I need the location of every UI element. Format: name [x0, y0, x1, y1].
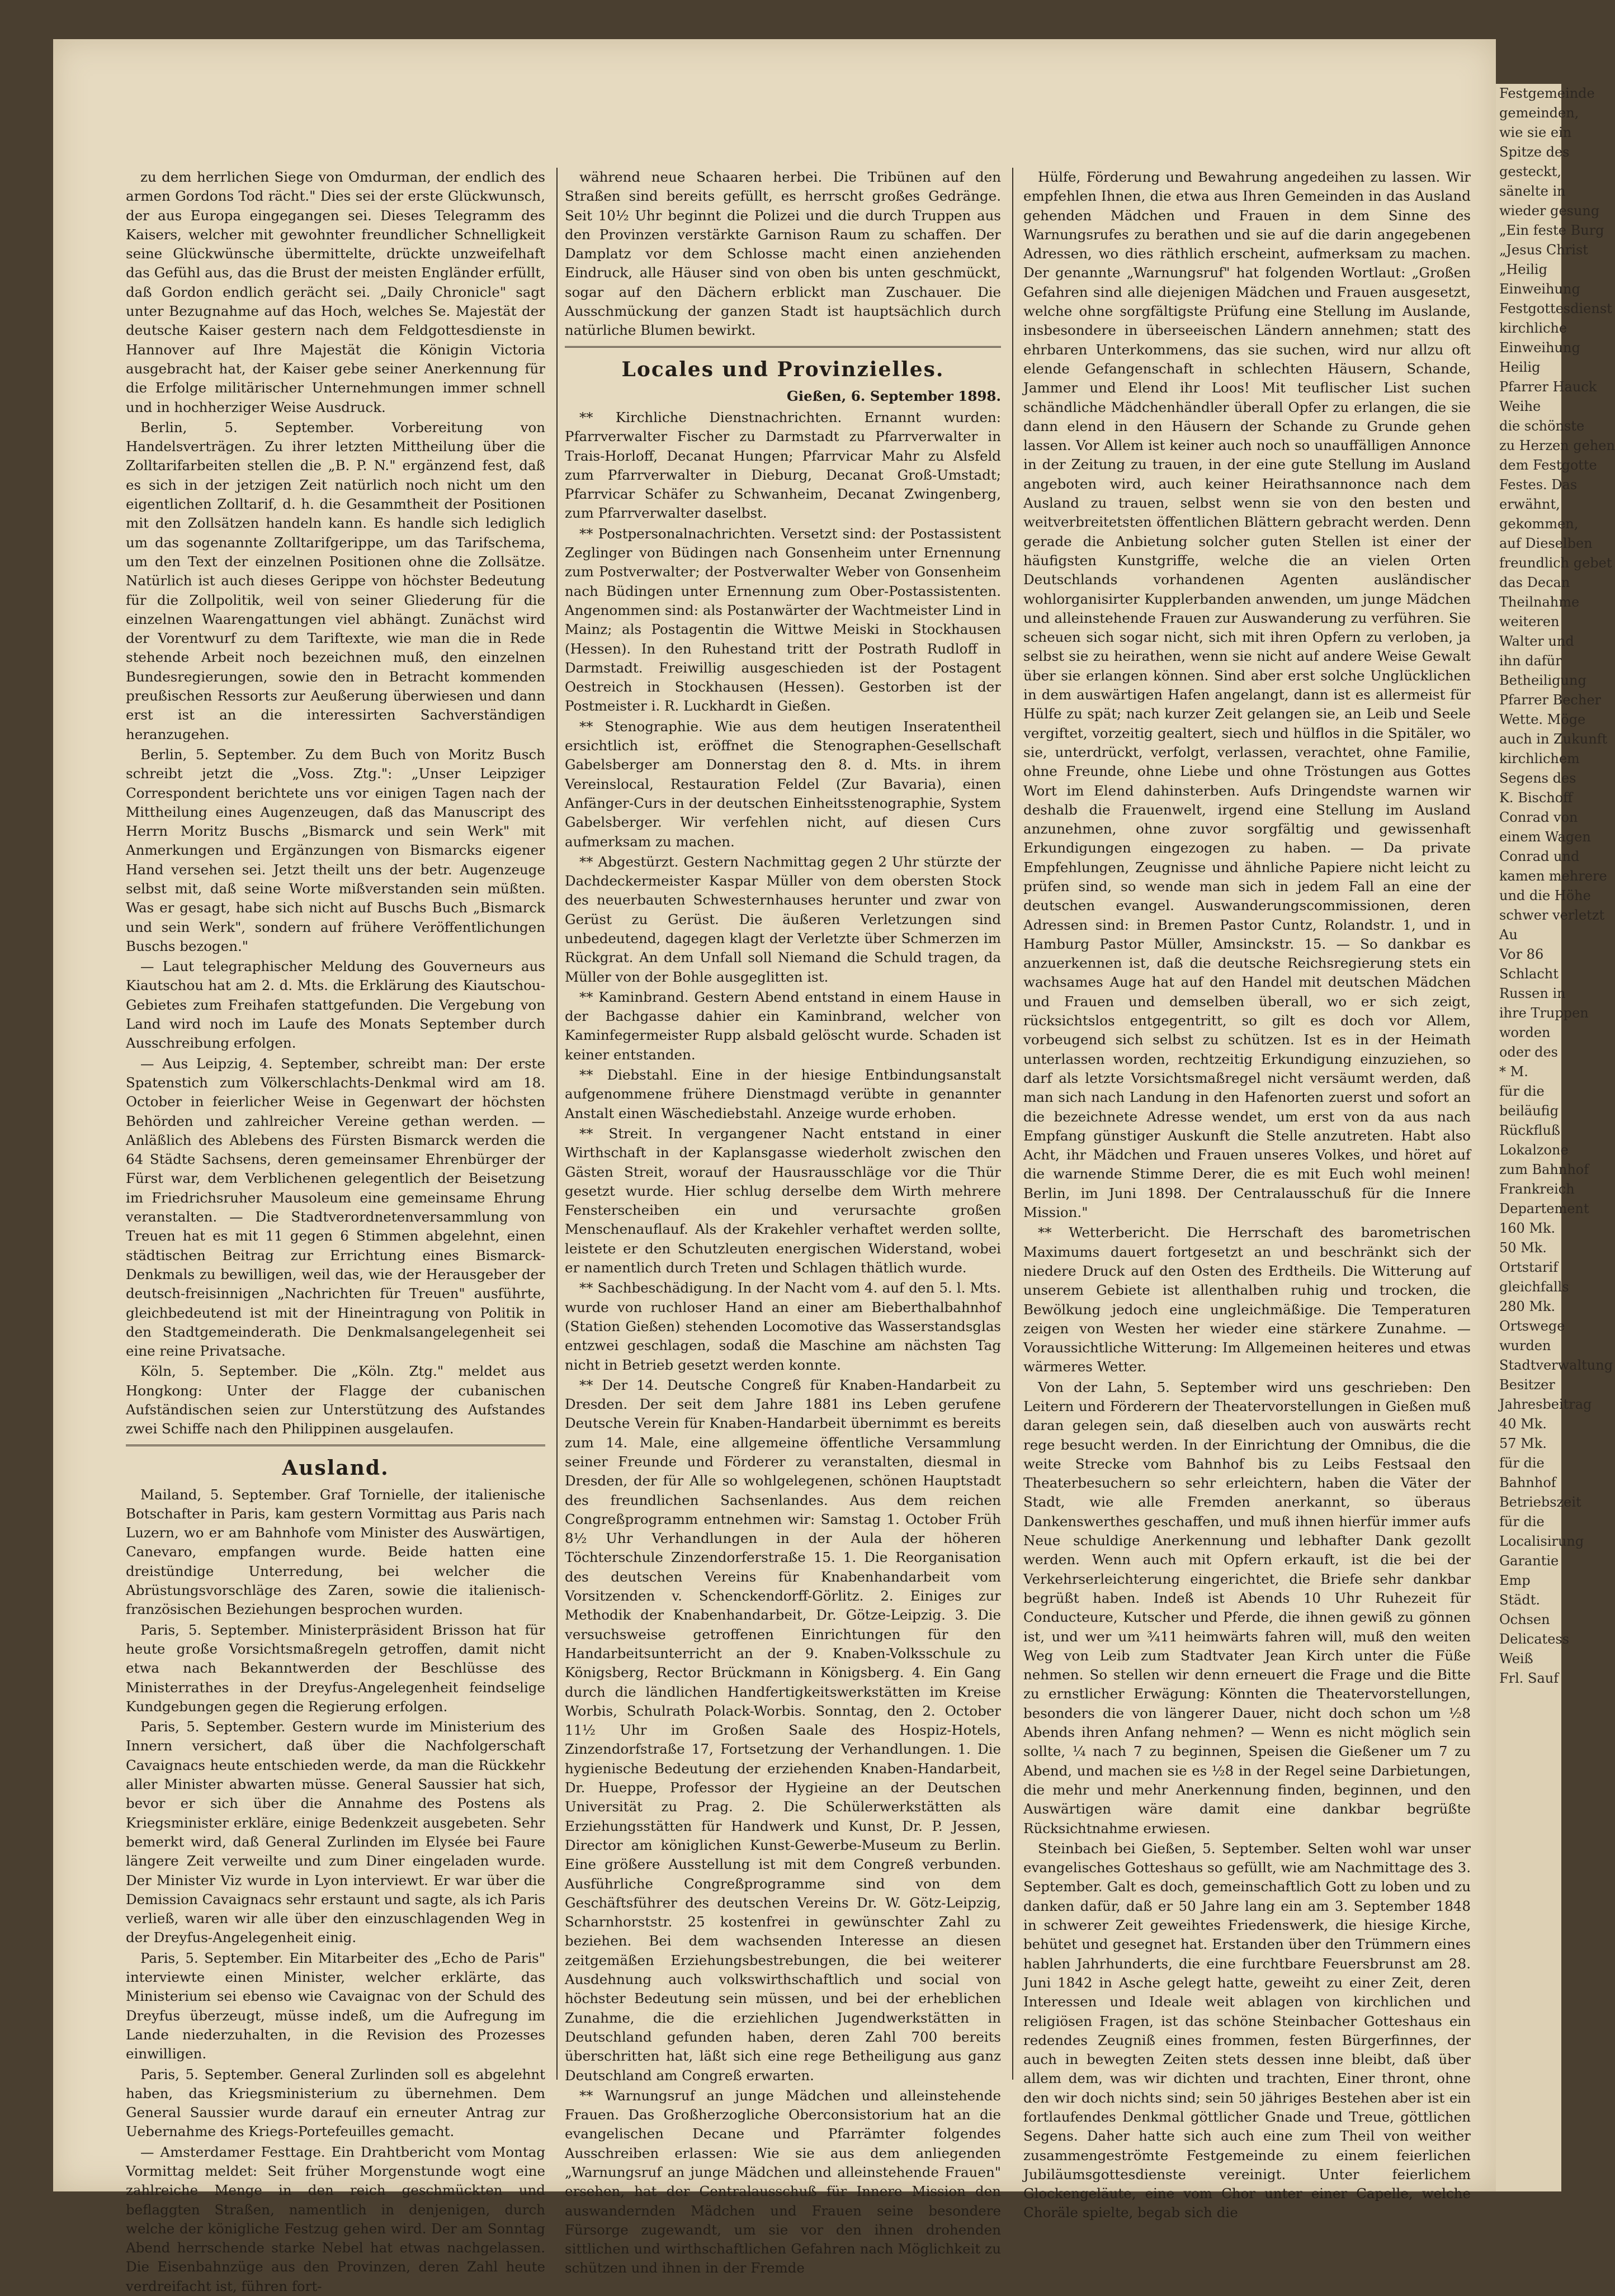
edge-text-line: Besitzer	[1499, 1377, 1555, 1393]
edge-text-line: Ortstarif	[1499, 1260, 1559, 1275]
edge-text-line: Wette. Möge	[1499, 712, 1586, 727]
section-divider	[126, 1445, 545, 1446]
article-paragraph: ** Sachbeschädigung. In der Nacht vom 4. auf den 5. l. Mts. wurde von ruchloser Hand an einer am Bieberthalbahnhof (Station Gießen) stehenden Locomotive das Wasserstandsglas entzwei geschlagen, sodaß die Maschine am nächsten Tag nicht in Betrieb gesetzt werden konnte.	[565, 1280, 1001, 1373]
article-paragraph: ** Streit. In vergangener Nacht entstand in einer Wirthschaft in der Kaplansgasse wiederholt zwischen den Gästen Streit, worauf der Hausrausschläge vor die Thür gesetzt wurde. Hier schlug derselbe dem Wirth mehrere Fensterscheiben ein und verursachte großen Menschenauflauf. Als der Krakehler verhaftet werden sollte, leistete er den Schutzleuten energischen Widerstand, wobei er namentlich durch Treten und Schlagen thätlich wurde.	[565, 1125, 1001, 1276]
edge-text-line: Einweihung	[1499, 281, 1580, 297]
edge-text-line: freundlich gebet	[1499, 555, 1612, 571]
edge-text-line: Ortswege	[1499, 1318, 1565, 1334]
edge-text-line: die schönste	[1499, 418, 1585, 434]
edge-text-line: Betheiligung	[1499, 673, 1586, 688]
column-rule	[556, 168, 558, 2080]
edge-text-line: auch in Zukunft	[1499, 731, 1608, 747]
edge-text-line: Schlacht	[1499, 966, 1559, 982]
article-paragraph: — Amsterdamer Festtage. Ein Drahtbericht vom Montag Vormittag meldet: Seit früher Morgenstunde wogt eine zahlreiche Menge in den reich geschmückten und beflaggten Straßen, namentlich in denjenigen, durch welche der königliche Festzug gehen wird. Der am Sonntag Abend herrschende starke Nebel hat etwas nachgelassen. Die Eisenbahnzüge aus den Provinzen, deren Zahl heute verdreifacht ist, führen fort-	[126, 2143, 545, 2294]
article-paragraph: während neue Schaaren herbei. Die Tribünen auf den Straßen sind bereits gefüllt, es herrscht großes Gedränge. Seit 10½ Uhr beginnt die Polizei und die durch Truppen aus den Provinzen verstärkte Garnison Raum zu schaffen. Der Damplatz vor dem Schlosse macht einen anziehenden Eindruck, alle Häuser sind von oben bis unten geschmückt, sogar auf den Dächern erblickt man Zuschauer. Die Ausschmückung der ganzen Stadt ist hauptsächlich durch natürliche Blumen bewirkt.	[565, 169, 1001, 339]
edge-text-line: schwer verletzt	[1499, 907, 1605, 923]
edge-text-line: für die	[1499, 1083, 1545, 1099]
edge-text-line: Lokalzone	[1499, 1142, 1569, 1158]
article-paragraph: ** Wetterbericht. Die Herrschaft des barometrischen Maximums dauert fortgesetzt an und beschränkt sich der niedere Druck auf den Osten des Erdtheils. Die Witterung auf unserem Gebiete ist allenthalben ruhig und trocken, die Bewölkung jedoch eine ungleichmäßige. Die Temperaturen zeigen von Westen her wieder eine stärkere Zunahme. — Voraussichtliche Witterung: Im Allgemeinen heiteres und etwas wärmeres Wetter.	[1023, 1224, 1471, 1375]
edge-text-line: sänelte in	[1499, 183, 1566, 199]
article-paragraph: ** Diebstahl. Eine in der hiesige Entbindungsanstalt aufgenommene frühere Dienstmagd verübte in genannter Anstalt einen Wäschediebstahl. Anzeige wurde erhoben.	[565, 1067, 1001, 1121]
edge-text-line: Frl. Sauf	[1499, 1670, 1559, 1686]
article-paragraph: Hülfe, Förderung und Bewahrung angedeihen zu lassen. Wir empfehlen Ihnen, die etwa aus Ihren Gemeinden in das Ausland gehenden Mädchen und Frauen in dem Sinne des Warnungsrufes zu berathen und sie auf die darin angegebenen Adressen, wo dies räthlich erscheint, aufmerksam zu machen. Der genannte „Warnungsruf" hat folgenden Wortlaut: „Großen Gefahren sind alle diejenigen Mädchen und Frauen ausgesetzt, welche ohne sorgfältigste Prüfung eine Stellung im Auslande, insbesondere in überseeischen Ländern annehmen; statt des ehrbaren Unterkommens, das sie suchen, wird nur allzu oft elende Gefangenschaft in schlechten Häusern, Schande, Jammer und Elend ihr Loos! Mit teuflischer List suchen schändliche Mädchenhändler überall Opfer zu erlangen, die sie dann elend in den Häusern der Schande zu Grunde gehen lassen. Vor Allem ist keiner auch noch so unauffälligen Annonce in der Zeitung zu trauen, in der eine gute Stellung im Ausland angeboten wird, auch keiner Heirathsannonce nach dem Ausland zu trauen, selbst wenn sie von den besten und weitverbreitetsten öffentlichen Blättern gebracht werden. Denn gerade die Anbietung solcher guten Stellen ist einer der häufigsten Kunstgriffe, welche die an vielen Orten Deutschlands vorhandenen Agenten ausländischer wohlorganisirter Kupplerbanden anwenden, um junge Mädchen und alleinstehende Frauen zur Auswanderung zu verführen. Sie scheuen sich sogar nicht, sich mit ihren Opfern zu verloben, ja selbst sie zu heirathen, wenn sie nicht auf andere Weise Gewalt über sie erlangen können. Sind aber erst solche Unglücklichen in dem auswärtigen Hafen angelangt, dann ist es allermeist für Hülfe zu spät; nach kurzer Zeit gelangen sie, an Leib und Seele vergiftet, vorzeitig gealtert, siech und hülflos in die Spitäler, wo sie, unterdrückt, verfolgt, verlassen, verachtet, ohne Familie, ohne Freunde, ohne Liebe und ohne Tröstungen aus Gottes Wort im Elend dahinsterben. Aufs Dringendste warnen wir deshalb die Frauenwelt, irgend eine Stellung im Ausland anzunehmen, ohne zuvor sorgfältig und gewissenhaft Erkundigungen eingezogen zu haben. — Da private Empfehlungen, Zeugnisse und ähnliche Papiere nicht leicht zu prüfen sind, so wende man sich in jedem Fall an eine der deutschen evangel. Auswanderungscommissionen, deren Adressen sind: in Bremen Pastor Cuntz, Rolandstr. 1, und in Hamburg Pastor Müller, Amsinckstr. 15. — So dankbar es anzuerkennen ist, daß die deutsche Reichsregierung stets ein wachsames Auge hat auf den Handel mit deutschen Mädchen und Frauen und demselben überall, wo er sich zeigt, rücksichtslos entgegentritt, so gilt es doch vor Allem, vorbeugend sich selbst zu schützen. Ist es in der Heimath unterlassen worden, rechtzeitig Erkundigung einzuziehen, so darf als letzte Vorsichtsmaßregel nicht versäumt werden, daß man sich nach Landung in den Hafenorten zuerst und sofort an die bezeichnete Adresse wendet, um erst von da aus nach Empfang günstiger Auskunft die Stelle anzutreten. Habt also Acht, ihr Mädchen und Frauen unseres Volkes, und höret auf die warnende Stimme Derer, die es mit Euch wohl meinen! Berlin, im Juni 1898. Der Centralausschuß für die Innere Mission."	[1023, 169, 1471, 1221]
article-paragraph: Paris, 5. September. General Zurlinden soll es abgelehnt haben, das Kriegsministerium zu übernehmen. Dem General Saussier wurde darauf ein erneuter Antrag zur Uebernahme des Kriegs-Portefeuilles gemacht.	[126, 2066, 545, 2140]
edge-text-line: ihre Truppen	[1499, 1005, 1589, 1021]
edge-text-line: Pfarrer Hauck	[1499, 379, 1597, 395]
edge-text-line: 50 Mk.	[1499, 1240, 1547, 1256]
edge-text-line: Betriebszeit	[1499, 1494, 1581, 1510]
article-paragraph: ** Kirchliche Dienstnachrichten. Ernannt wurden: Pfarrverwalter Fischer zu Darmstadt zu Pfarrverwalter in Trais-Horloff, Decanat Hungen; Pfarrvicar Mahr zu Alsfeld zum Pfarrverwalter in Dieburg, Decanat Groß-Umstadt; Pfarrvicar Schäfer zu Schwanheim, Decanat Zwingenberg, zum Pfarrverwalter daselbst.	[565, 409, 1001, 522]
edge-text-line: * M.	[1499, 1064, 1528, 1080]
article-paragraph: — Laut telegraphischer Meldung des Gouverneurs aus Kiautschou hat am 2. d. Mts. die Erklärung des Kiautschou-Gebietes zum Freihafen stattgefunden. Die Vergebung von Land wird noch im Laufe des Monats September durch Ausschreibung erfolgen.	[126, 958, 545, 1052]
article-paragraph: ** Warnungsruf an junge Mädchen und alleinstehende Frauen. Das Großherzogliche Oberconsistorium hat an die evangelischen Decane und Pfarrämter folgendes Ausschreiben erlassen: Wie sie aus dem anliegenden „Warnungsruf an junge Mädchen und alleinstehende Frauen" ersehen, hat der Centralausschuß für Innere Mission den auswandernden Mädchen und Frauen seine besondere Fürsorge zugewandt, um sie vor den ihnen drohenden sittlichen und wirthschaftlichen Gefahren nach Möglichkeit zu schützen und ihnen in der Fremde	[565, 2087, 1001, 2276]
edge-text-line: „Heilig	[1499, 262, 1547, 277]
edge-text-line: 160 Mk.	[1499, 1220, 1556, 1236]
edge-text-line: Spitze des	[1499, 144, 1570, 160]
column-2	[565, 168, 1001, 2276]
article-paragraph: ** Kaminbrand. Gestern Abend entstand in einem Hause in der Bachgasse dahier ein Kaminbrand, welcher von Kaminfegermeister Rupp alsbald gelöscht wurde. Schaden ist keiner entstanden.	[565, 988, 1001, 1063]
edge-text-line: gemeinden,	[1499, 105, 1579, 121]
edge-text-line: Einweihung	[1499, 340, 1580, 356]
edge-text-line: Rückfluß	[1499, 1123, 1561, 1138]
edge-text-line: wieder gesung	[1499, 203, 1600, 219]
edge-text-line: Festgemeinde	[1499, 86, 1595, 101]
edge-text-line: K. Bischoff	[1499, 790, 1573, 806]
article-paragraph: Paris, 5. September. Ein Mitarbeiter des „Echo de Paris" interviewte einen Minister, welcher erklärte, das Ministerium sei ebenso wie Cavaignac von der Schuld des Dreyfus überzeugt, müsse indeß, um die Aufregung im Lande niederzuhalten, in die Revision des Prozesses einwilligen.	[126, 1949, 545, 2062]
edge-text-line: Conrad und	[1499, 849, 1580, 864]
edge-text-line: Weihe	[1499, 399, 1541, 414]
article-paragraph: Von der Lahn, 5. September wird uns geschrieben: Den Leitern und Förderern der Theatervorstellungen in Gießen muß daran gelegen sein, daß dieselben auch von auswärts recht rege besucht werden. In der Einrichtung der Omnibus, die die weite Strecke vom Bahnhof bis zu Leibs Festsaal den Theaterbesuchern so sehr erleichtern, haben die Väter der Stadt, wie alle Fremden anerkannt, so überaus Dankenswerthes geschaffen, und muß ihnen hierfür immer aufs Neue schuldige Anerkennung und lebhafter Dank gezollt werden. Wenn auch mit Opfern erkauft, ist die bei der Verkehrserleichterung eingerichtet, die Briefe sehr dankbar begrüßt haben. Indeß ist Abends 10 Uhr Ruhezeit für Conducteure, Kutscher und Pferde, die ihnen gewiß zu gönnen ist, und wer um ¾11 heimwärts fahren will, muß den weiten Weg von Leib zum Stadtvater Jean Kirch unter die Füße nehmen. So stellen wir denn erneuert die Frage und die Bitte zu ernstlicher Erwägung: Könnten die Theatervorstellungen, besonders die von längerer Dauer, nicht doch schon um ½8 Abends ihren Anfang nehmen? — Wenn es nicht möglich sein sollte, ¼ nach 7 zu beginnen, Speisen die Gießener um 7 zu Abend, und machen sie es ½8 in der Regel seine Darbietungen, die mehr und mehr Anerkennung finden, beginnen, und den Auswärtigen wäre damit eine dankbar begrüßte Rücksichtnahme erwiesen.	[1023, 1379, 1471, 1836]
edge-text-line: Frankreich	[1499, 1181, 1575, 1197]
edge-text-line: zum Bahnhof	[1499, 1162, 1589, 1177]
edge-text-line: Conrad von	[1499, 809, 1578, 825]
edge-text-line: Walter und	[1499, 633, 1574, 649]
edge-text-line: beiläufig	[1499, 1103, 1559, 1119]
edge-text-line: kamen mehrere	[1499, 868, 1607, 884]
edge-text-line: „Jesus Christ	[1499, 242, 1588, 258]
edge-text-line: Vor 86	[1499, 946, 1544, 962]
edge-text-line: 40 Mk.	[1499, 1416, 1547, 1432]
article-paragraph: Berlin, 5. September. Zu dem Buch von Moritz Busch schreibt jetzt die „Voss. Ztg.": „Unser Leipziger Correspondent berichtete uns vor einigen Tagen nach der Mittheilung eines Augenzeugen, daß das Manuscript des Herrn Moritz Buschs „Bismarck und sein Werk" mit Anmerkungen und Ergänzungen von Bismarcks eigener Hand versehen sei. Jetzt theilt uns der betr. Augenzeuge selbst mit, daß seine Worte mißverstanden sein müßten. Was er gesagt, habe sich nicht auf Buschs Buch „Bismarck und sein Werk", sondern auf frühere Veröffentlichungen Buschs bezogen."	[126, 746, 545, 954]
edge-text-line: Pfarrer Becher	[1499, 692, 1602, 708]
edge-text-line: Au	[1499, 927, 1518, 943]
edge-text-line: Festes. Das	[1499, 477, 1578, 493]
article-paragraph: Steinbach bei Gießen, 5. September. Selten wohl war unser evangelisches Gotteshaus so gefüllt, wie am Nachmittage des 3. September. Galt es doch, gemeinschaftlich Gott zu loben und zu danken dafür, daß er 50 Jahre lang ein am 3. September 1848 in schwerer Zeit geweihtes Friedenswerk, die hiesige Kirche, behütet und gesegnet hat. Erstanden über den Trümmern eines hablen Jahrhunderts, die eine furchtbare Feuersbrunst am 28. Juni 1842 in Asche gelegt hatte, geweiht zu einer Zeit, deren Interessen und Ideale weit ablagen von kirchlichen und religiösen Fragen, ist das schöne Steinbacher Gotteshaus ein redendes Zeugniß eines frommen, festen Bürgerfinnes, der auch in bewegten Zeiten stets dessen inne bleibt, daß über allem dem, was wir dichten und trachten, Einer thront, ohne den wir doch nichts sind; sein 50 jähriges Bestehen aber ist ein fortlaufendes Denkmal göttlicher Gnade und Treue, göttlichen Segens. Daher hatte sich auch eine zum Theil von weither zusammengeströmte Festgemeinde zu einem feierlichen Jubiläumsgottesdienste vereinigt. Unter feierlichem Glockengeläute, eine vom Chor unter einer Capelle, welche Choräle spielte, begab sich die	[1023, 1840, 1471, 2221]
article-paragraph: Köln, 5. September. Die „Köln. Ztg." meldet aus Hongkong: Unter der Flagge der cubanischen Aufständischen seien zur Unterstützung des Aufstandes zwei Schiffe nach den Philippinen ausgelaufen.	[126, 1363, 545, 1437]
dateline: Gießen, 6. September 1898.	[786, 387, 1001, 404]
article-paragraph: zu dem herrlichen Siege von Omdurman, der endlich des armen Gordons Tod rächt." Dies sei der erste Glückwunsch, der aus Europa eingegangen sei. Dieses Telegramm des Kaisers, welcher mit gewohnter freundlicher Schnelligkeit seine Glückwünsche übermittelte, drückte unzweifelhaft das Gefühl aus, das die Brust der meisten Engländer erfüllt, daß Gordon endlich gerächt sei. „Daily Chronicle" sagt unter Bezugnahme auf das Hoch, welches Se. Majestät der deutsche Kaiser gestern nach dem Feldgottesdienste in Hannover auf Ihre Majestät die Königin Victoria ausgebracht hat, der Kaiser gebe seiner Anerkennung für die Erfolge militärischer Unternehmungen immer schnell und in hochherziger Weise Ausdruck.	[126, 169, 545, 415]
edge-text-line: Delicatess	[1499, 1631, 1570, 1647]
edge-text-line: Jahresbeitrag	[1499, 1396, 1592, 1412]
edge-text-line: Garantie	[1499, 1553, 1559, 1569]
edge-text-line: Heilig	[1499, 359, 1541, 375]
edge-text-line: wurden	[1499, 1338, 1551, 1353]
column-3	[1023, 168, 1471, 2221]
adjacent-page-edge	[1496, 84, 1615, 2191]
edge-text-line: einem Wagen	[1499, 829, 1591, 845]
edge-text-line: zu Herzen gehen	[1499, 438, 1615, 453]
edge-text-line: dem Festgotte	[1499, 457, 1597, 473]
edge-text-line: kirchliche	[1499, 320, 1567, 336]
edge-text-line: Segens des	[1499, 770, 1576, 786]
edge-text-line: Festgottesdienst	[1499, 301, 1612, 316]
edge-text-line: Bahnhof	[1499, 1475, 1556, 1490]
edge-text-line: gesteckt,	[1499, 164, 1561, 179]
edge-text-line: gleichfalls	[1499, 1279, 1569, 1295]
ausland-heading: Ausland.	[282, 1456, 389, 1480]
edge-text-line: Russen in	[1499, 986, 1566, 1001]
edge-text-line: Ochsen	[1499, 1612, 1550, 1627]
locales-heading: Locales und Provinzielles.	[621, 357, 945, 381]
article-paragraph: Paris, 5. September. Ministerpräsident Brisson hat für heute große Vorsichtsmaßregeln getroffen, damit nicht etwa nach Bekanntwerden der Beschlüsse des Ministerrathes in der Dreyfus-Angelegenheit feindselige Kundgebungen gegen die Regierung erfolgen.	[126, 1621, 545, 1715]
edge-text-line: worden	[1499, 1025, 1551, 1040]
edge-text-line: für die	[1499, 1455, 1545, 1471]
edge-text-line: Städt.	[1499, 1592, 1541, 1608]
edge-text-line: erwähnt,	[1499, 496, 1560, 512]
edge-text-line: und die Höhe	[1499, 888, 1591, 903]
edge-text-line: das Decan	[1499, 575, 1570, 590]
edge-text-line: wie sie ein	[1499, 125, 1572, 140]
edge-text-line: Weiß	[1499, 1651, 1533, 1667]
article-paragraph: — Aus Leipzig, 4. September, schreibt man: Der erste Spatenstich zum Völkerschlachts-Denkmal wird am 18. October in feierlicher Weise in Gegenwart der höchsten Behörden und zahlreicher Vereine gethan werden. — Anläßlich des Ablebens des Fürsten Bismarck werden die 64 Städte Sachsens, deren gemeinsamer Ehrenbürger der Fürst war, dem Verblichenen gelegentlich der Beisetzung im Friedrichsruher Mausoleum eine gemeinsame Ehrung veranstalten. — Die Stadtverordnetenversammlung von Treuen hat es mit 11 gegen 6 Stimmen abgelehnt, einen städtischen Beitrag zur Errichtung eines Bismarck-Denkmals zu bewilligen, weil das, wie der Herausgeber der deutsch-freisinnigen „Nachrichten für Treuen" ausführte, gleichbedeutend ist mit der Hineintragung von Politik in den Stadtgemeinderath. Die Denkmalsangelegenheit sei eine reine Privatsache.	[126, 1055, 545, 1360]
edge-text-line: Theilnahme	[1499, 594, 1580, 610]
edge-text-line: kirchlichem	[1499, 751, 1580, 766]
section-divider	[565, 346, 1001, 348]
edge-text-line: Stadtverwaltung	[1499, 1357, 1613, 1373]
edge-text-line: Emp	[1499, 1573, 1531, 1588]
edge-text-line: „Ein feste Burg	[1499, 223, 1604, 238]
edge-text-line: 57 Mk.	[1499, 1436, 1547, 1451]
edge-text-line: weiteren	[1499, 614, 1560, 629]
article-paragraph: ** Postpersonalnachrichten. Versetzt sind: der Postassistent Zeglinger von Büdingen nach Gonsenheim unter Ernennung zum Postverwalter; der Postverwalter Weber von Gonsenheim nach Büdingen unter Ernennung zum Ober-Postassistenten. Angenommen sind: als Postanwärter der Wachtmeister Lind in Mainz; als Postagentin die Wittwe Meiski in Stockhausen (Hessen). In den Ruhestand tritt der Postrath Rudloff in Darmstadt. Freiwillig ausgeschieden ist der Postagent Oestreich in Stockhausen (Hessen). Gestorben ist der Postmeister i. R. Luckhardt in Gießen.	[565, 525, 1001, 714]
edge-text-line: 280 Mk.	[1499, 1299, 1556, 1314]
column-1	[126, 168, 545, 2294]
edge-text-line: ihn dafür	[1499, 653, 1562, 669]
edge-text-line: auf Dieselben	[1499, 536, 1593, 551]
article-paragraph: ** Der 14. Deutsche Congreß für Knaben-Handarbeit zu Dresden. Der seit dem Jahre 1881 ins Leben gerufene Deutsche Verein für Knaben-Handarbeit übernimmt es bereits zum 14. Male, eine allgemeine öffentliche Versammlung seiner Freunde und Förderer zu veranstalten, diesmal in Dresden, der für Alle so wohlgelegenen, schönen Hauptstadt des freundlichen Sachsenlandes. Aus dem reichen Congreßprogramm entnehmen wir: Samstag 1. October Früh 8½ Uhr Verhandlungen in der Aula der höheren Töchterschule Zinzendorferstraße 15. 1. Die Reorganisation des deutschen Vereins für Knabenhandarbeit vom Vorsitzenden v. Schenckendorff-Görlitz. 2. Einiges zur Methodik der Knabenhandarbeit, Dr. Götze-Leipzig. 3. Die versuchsweise getroffenen Einrichtungen für den Handarbeitsunterricht an der 9. Knaben-Volksschule zu Königsberg, Rector Brückmann in Königsberg. 4. Ein Gang durch die ländlichen Handfertigkeitswerkstätten im Kreise Worbis, Schulrath Polack-Worbis. Sonntag, den 2. October 11½ Uhr im Großen Saale des Hospiz-Hotels, Zinzendorfstraße 17, Fortsetzung der Verhandlungen. 1. Die hygienische Bedeutung der erziehenden Knaben-Handarbeit, Dr. Hueppe, Professor der Hygieine an der Deutschen Universität zu Prag. 2. Die Schülerwerkstätten als Erziehungsstätten für Handwerk und Kunst, Dr. P. Jessen, Director am königlichen Kunst-Gewerbe-Museum zu Berlin. Eine größere Ausstellung ist mit dem Congreß verbunden. Ausführliche Congreßprogramme sind von dem Geschäftsführer des deutschen Vereins Dr. W. Götz-Leipzig, Scharnhorststr. 25 kostenfrei in gewünschter Zahl zu beziehen. Bei dem wachsenden Interesse an diesen zeitgemäßen Erziehungsbestrebungen, die bei weiterer Ausdehnung auch volkswirthschaftlich und social von höchster Bedeutung sein müssen, und bei der erheblichen Zunahme, die die erziehlichen Jugendwerkstätten in Deutschland gefunden haben, deren Zahl 700 bereits überschritten hat, läßt sich eine rege Betheiligung aus ganz Deutschland am Congreß erwarten.	[565, 1376, 1001, 2084]
article-paragraph: ** Abgestürzt. Gestern Nachmittag gegen 2 Uhr stürzte der Dachdeckermeister Kaspar Müller von dem obersten Stock des neuerbauten Schwesternhauses herunter und zwar von Gerüst zu Gerüst. Die äußeren Verletzungen sind unbedeutend, dagegen klagt der Verletzte über Schmerzen im Rückgrat. An dem Unfall soll Niemand die Schuld tragen, da Müller von der Bohle ausgeglitten ist.	[565, 853, 1001, 985]
edge-text-line: gekommen,	[1499, 516, 1579, 532]
edge-text-line: Localisirung	[1499, 1533, 1584, 1549]
article-paragraph: Berlin, 5. September. Vorbereitung von Handelsverträgen. Zu ihrer letzten Mittheilung über die Zolltarifarbeiten stellen die „B. P. N." ergänzend fest, daß es sich in der jetzigen Zeit natürlich noch nicht um den eigentlichen Zolltarif, d. h. die Gesammtheit der Positionen mit den Zollsätzen handeln kann. Es handle sich lediglich um das sogenannte Zolltarifgerippe, um das Tarifschema, um den Text der einzelnen Positionen ohne die Zollsätze. Natürlich ist auch dieses Gerippe von höchster Bedeutung für die Zollpolitik, weil von seiner Gliederung für die einzelnen Waarengattungen viel abhängt. Zunächst wird der Vorentwurf zu dem Tariftexte, wie man die in Rede stehende Arbeit noch bezeichnen muß, den einzelnen Bundesregierungen, sowie den in Betracht kommenden preußischen Ressorts zur Aeußerung überwiesen und dann erst ist an die interessirten Sachverständigen heranzugehen.	[126, 419, 545, 742]
edge-text-line: oder des	[1499, 1044, 1558, 1060]
article-paragraph: ** Stenographie. Wie aus dem heutigen Inseratentheil ersichtlich ist, eröffnet die Stenographen-Gesellschaft Gabelsberger am Donnerstag den 8. d. Mts. in ihrem Vereinslocal, Restauration Feldel (Zur Bavaria), einen Anfänger-Curs in der deutschen Einheitsstenographie, System Gabelsberger. Wir verfehlen nicht, auf diesen Curs aufmerksam zu machen.	[565, 718, 1001, 850]
edge-text-line: für die	[1499, 1514, 1545, 1530]
column-rule	[1012, 168, 1013, 2080]
article-paragraph: Mailand, 5. September. Graf Tornielle, der italienische Botschafter in Paris, kam gestern Vormittag aus Paris nach Luzern, wo er am Bahnhofe vom Minister des Auswärtigen, Canevaro, empfangen wurde. Beide hatten eine dreistündige Unterredung, bei welcher die Abrüstungsvorschläge des Zaren, sowie die italienisch-französischen Beziehungen besprochen wurden.	[126, 1486, 545, 1618]
article-paragraph: Paris, 5. September. Gestern wurde im Ministerium des Innern versichert, daß über die Nachfolgerschaft Cavaignacs heute entschieden werde, da man die Rückkehr aller Minister abwarten müsse. General Saussier hat sich, bevor er sich über die Annahme des Postens als Kriegsminister erkläre, einige Bedenkzeit ausgebeten. Sehr bemerkt wird, daß General Zurlinden im Elysée bei Faure längere Zeit verweilte und zum Diner eingeladen wurde. Der Minister Viz wurde in Lyon interviewt. Er war über die Demission Cavaignacs sehr erstaunt und sagte, als ich Paris verließ, waren wir alle über den einzuschlagenden Weg in der Dreyfus-Angelegenheit einig.	[126, 1719, 545, 1946]
edge-text-line: Departement	[1499, 1201, 1589, 1216]
